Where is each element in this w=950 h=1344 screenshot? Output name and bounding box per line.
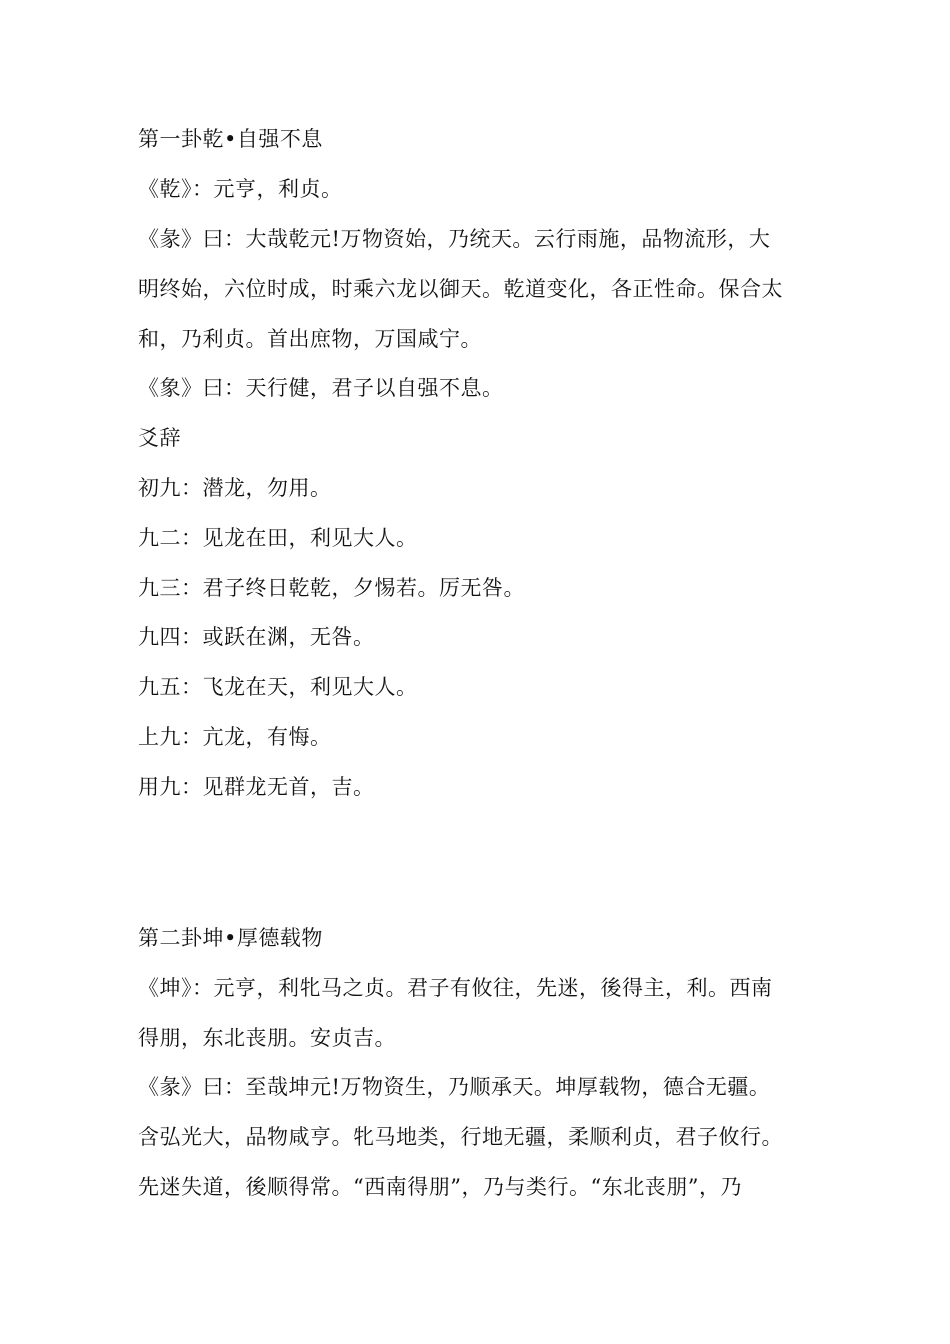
section-title-kun: 第二卦坤•厚德载物	[138, 926, 323, 950]
tuan-line-1: 《彖》曰：大哉乾元!万物资始，乃统天。云行雨施，品物流形，大	[138, 227, 771, 251]
tuan-line-2: 明终始，六位时成，时乘六龙以御天。乾道变化，各正性命。保合太	[138, 277, 783, 301]
tuan-line-3: 和，乃利贞。首出庶物，万国咸宁。	[138, 327, 482, 351]
xiang-qian: 《象》曰：天行健，君子以自强不息。	[138, 376, 504, 400]
judgment-kun-line-2: 得朋，东北丧朋。安贞吉。	[138, 1026, 396, 1050]
yaoci-line: 九四：或跃在渊，无咎。	[138, 625, 375, 649]
judgment-qian: 《乾》：元亨，利贞。	[138, 177, 343, 201]
yaoci-line: 九三：君子终日乾乾，夕惕若。厉无咎。	[138, 576, 525, 600]
tuan-kun-line-1: 《彖》曰：至哉坤元!万物资生，乃顺承天。坤厚载物，德合无疆。	[138, 1075, 771, 1099]
tuan-kun-line-2: 含弘光大，品物咸亨。牝马地类，行地无疆，柔顺利贞，君子攸行。	[138, 1125, 783, 1149]
tuan-kun-line-3: 先迷失道，後顺得常。“西南得朋”，乃与类行。“东北丧朋”，乃	[138, 1175, 742, 1199]
yaoci-line: 九二：见龙在田，利见大人。	[138, 526, 418, 550]
yaoci-heading: 爻辞	[138, 426, 181, 450]
yaoci-line: 上九：亢龙，有悔。	[138, 725, 332, 749]
section-title-qian: 第一卦乾•自强不息	[138, 127, 323, 151]
judgment-kun-line-1: 《坤》：元亨，利牝马之贞。君子有攸往，先迷，後得主，利。西南	[138, 976, 773, 1000]
yaoci-line: 用九：见群龙无首，吉。	[138, 775, 375, 799]
yaoci-line: 初九：潜龙，勿用。	[138, 476, 332, 500]
yaoci-line: 九五：飞龙在天，利见大人。	[138, 675, 418, 699]
